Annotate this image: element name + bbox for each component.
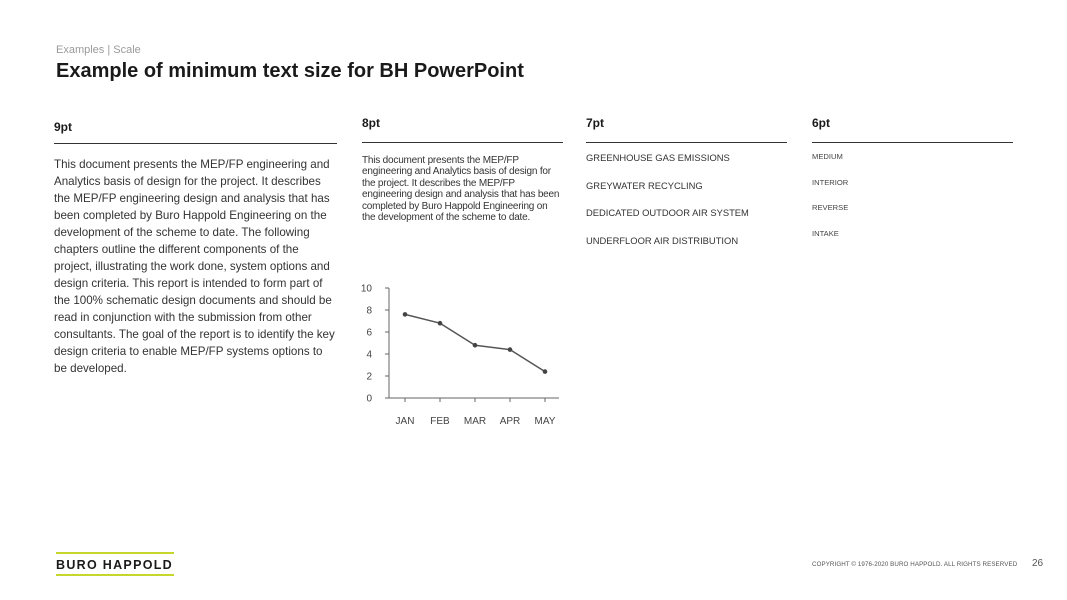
- y-tick-label: 6: [366, 327, 372, 339]
- list-item: INTAKE: [812, 228, 839, 238]
- data-point: [403, 312, 408, 317]
- list-item: GREENHOUSE GAS EMISSIONS: [586, 152, 730, 163]
- y-tick-label: 4: [366, 349, 372, 361]
- series-line-segment: [440, 323, 475, 345]
- breadcrumb: Examples | Scale: [56, 44, 141, 56]
- series-line-segment: [510, 350, 545, 372]
- column-heading-8pt: 8pt: [362, 116, 563, 143]
- column-9pt: [54, 116, 337, 377]
- column-6pt: [812, 116, 1013, 254]
- list-7pt: [586, 152, 787, 262]
- y-tick-label: 10: [360, 283, 372, 295]
- y-tick-label: 0: [366, 393, 372, 405]
- line-chart: [362, 278, 572, 433]
- data-point: [543, 369, 548, 374]
- list-6pt: [812, 152, 1013, 254]
- list-item: GREYWATER RECYCLING: [586, 179, 703, 191]
- x-tick-label: FEB: [430, 416, 450, 427]
- x-tick-label: JAN: [395, 416, 415, 427]
- list-item: INTERIOR: [812, 177, 849, 187]
- body-text-9pt: This document presents the MEP/FP engineering and Analytics basis of design for the project. It describes the MEP/FP engineering design and analysis that has been completed by Buro Happold Engineering on the development of the scheme to date. The following chapters outline the different components of the project, illustrating the work done, system options and design criteria. This report is intended to form part of the 100% schematic design documents and should be read in conjunction with the submission from other consultants. The goal of the report is to identify the key design criteria to enable MEP/FP systems options to be developed.: [54, 158, 335, 375]
- data-point: [508, 347, 513, 352]
- column-heading-9pt: 9pt: [54, 116, 337, 144]
- x-tick-label: MAR: [463, 416, 487, 427]
- list-item: MEDIUM: [812, 152, 843, 161]
- x-tick-label: APR: [499, 416, 521, 427]
- x-tick-label: MAY: [534, 416, 556, 427]
- column-heading-6pt: 6pt: [812, 116, 1013, 143]
- column-heading-7pt: 7pt: [586, 116, 787, 143]
- list-item: REVERSE: [812, 203, 849, 212]
- buro-happold-logo: BURO HAPPOLD: [56, 552, 174, 576]
- data-point: [473, 343, 478, 348]
- body-text-8pt: This document presents the MEP/FP engineering and Analytics basis of design for the project. It describes the MEP/FP engineering design and analysis that has been completed by Buro Happold Engineering on the development of the scheme to date.: [362, 155, 560, 224]
- page-title: Example of minimum text size for BH PowerPoint: [56, 60, 524, 82]
- y-tick-label: 2: [366, 371, 372, 383]
- list-item: DEDICATED OUTDOOR AIR SYSTEM: [586, 207, 749, 218]
- y-tick-label: 8: [366, 305, 372, 317]
- list-item: UNDERFLOOR AIR DISTRIBUTION: [586, 234, 739, 246]
- column-7pt: [586, 116, 787, 262]
- column-8pt: [362, 116, 563, 223]
- page-number: 26: [1032, 558, 1044, 569]
- series-line-segment: [405, 314, 440, 323]
- series-line-segment: [475, 345, 510, 349]
- data-point: [438, 321, 443, 326]
- copyright-text: COPYRIGHT © 1976-2020 BURO HAPPOLD. ALL RIGHTS RESERVED: [812, 561, 1018, 568]
